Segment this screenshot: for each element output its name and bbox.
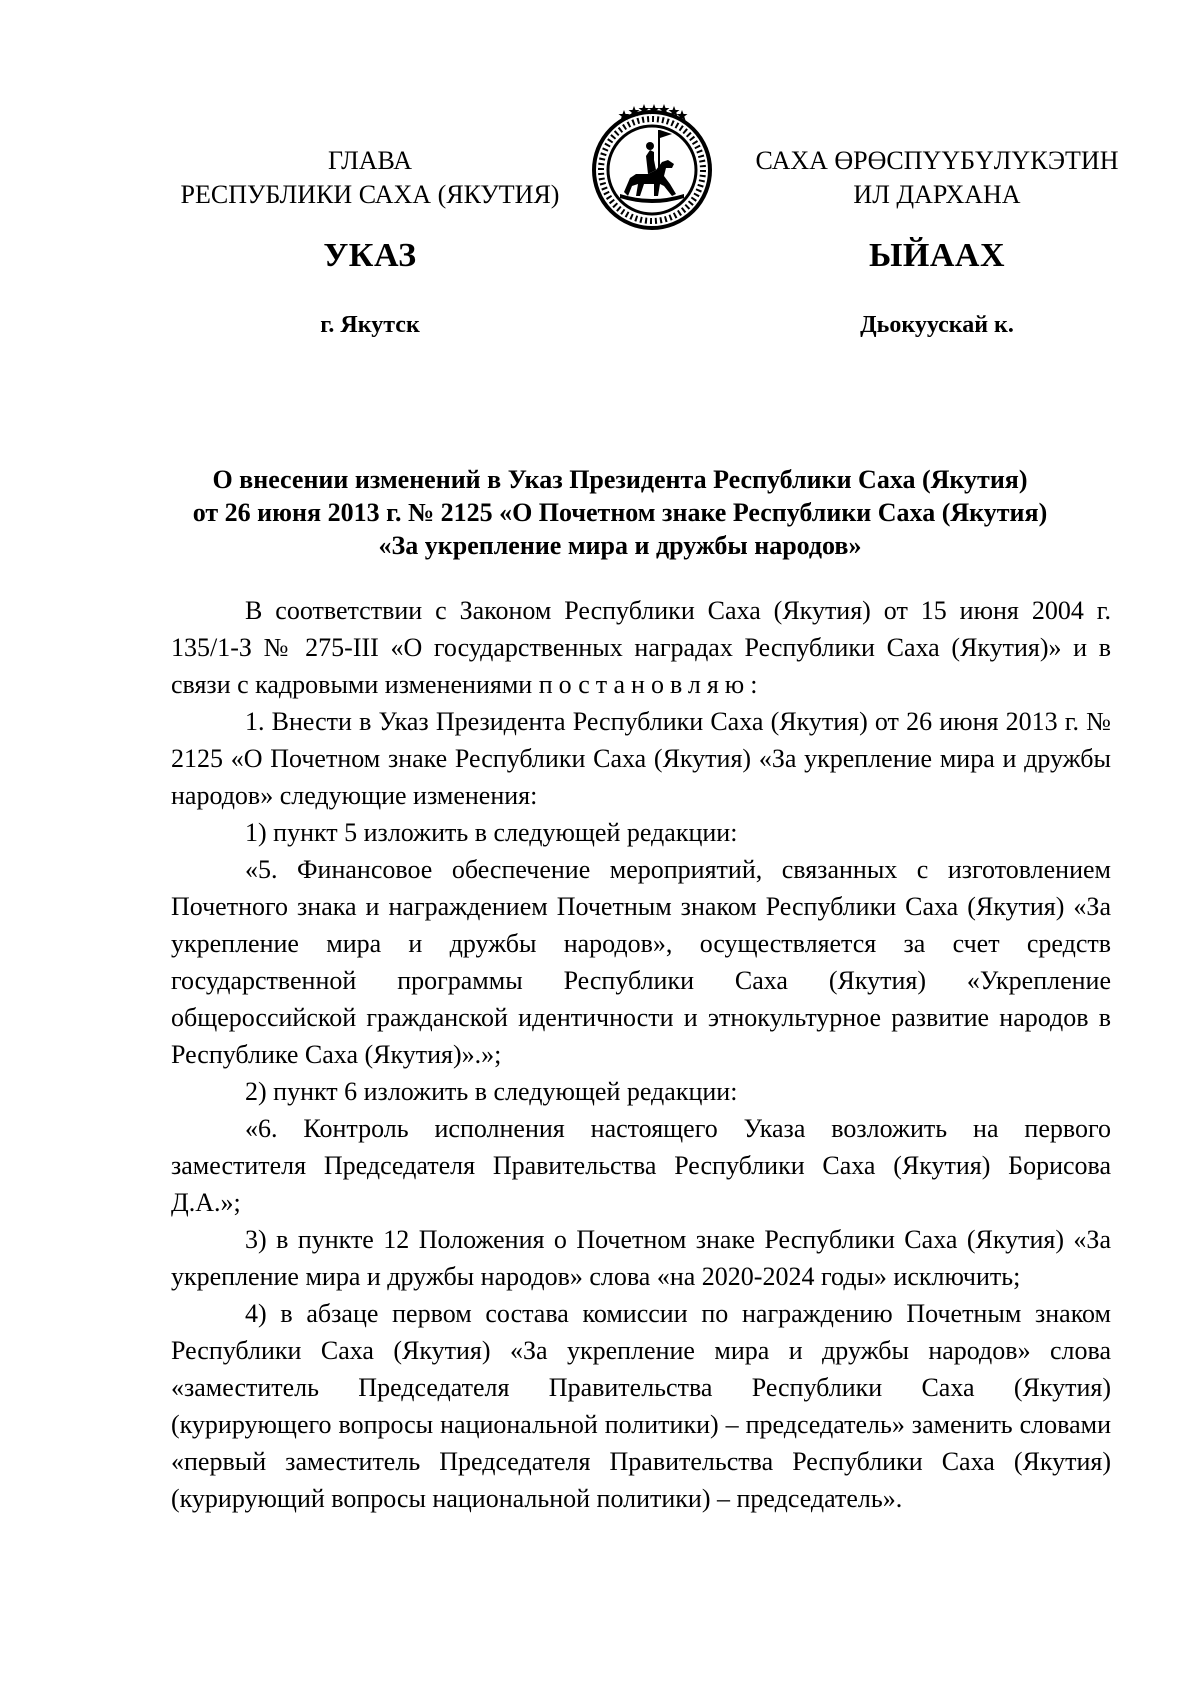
preamble-text: В соответствии с Законом Республики Саха (Якутия) от 15 июня 2004 г. 135/1-З № 275-III «О государственных наградах Республики Саха (Якутия)» и в связи с кадровыми изменениями <box>171 596 1111 699</box>
body-paragraph-subitem-2: 2) пункт 6 изложить в следующей редакции: <box>245 1077 738 1106</box>
document-title <box>150 463 1090 562</box>
issuer-russian-line2: РЕСПУБЛИКИ САХА (ЯКУТИЯ) <box>180 180 560 209</box>
issuer-russian-line1: ГЛАВА <box>328 146 412 175</box>
body-paragraph-point-5: «5. Финансовое обеспечение мероприятий, связанных с изготовлением Почетного знака и награждением Почетным знаком Республики Саха (Якутия) «За укрепление мира и дружбы народов», осуществляется за счет средств государственной программы Республики Саха (Якутия) «Укрепление общероссийской гражданской идентичности и этнокультурное развитие народов в Республике Саха (Якутия)».»; <box>171 855 1111 1069</box>
document-title-line3: «За укрепление мира и дружбы народов» <box>378 531 862 560</box>
document-title-line1: О внесении изменений в Указ Президента Республики Саха (Якутия) <box>212 465 1028 494</box>
body-paragraph-point-6: «6. Контроль исполнения настоящего Указа возложить на первого заместителя Председателя Правительства Республики Саха (Якутия) Борисова Д.А.»; <box>171 1114 1111 1217</box>
body-paragraph-subitem-3: 3) в пункте 12 Положения о Почетном знаке Республики Саха (Якутия) «За укрепление мира и дружбы народов» слова «на 2020-2024 годы» исключить; <box>171 1225 1111 1291</box>
issuer-yakut-line1: САХА ӨРӨСПҮҮБҮЛҮКЭТИН <box>755 146 1119 175</box>
body-paragraph-item-1: 1. Внести в Указ Президента Республики Саха (Якутия) от 26 июня 2013 г. № 2125 «О Почетном знаке Республики Саха (Якутия) «За укрепление мира и дружбы народов» следующие изменения: <box>171 707 1111 810</box>
document-title-line2: от 26 июня 2013 г. № 2125 «О Почетном знаке Республики Саха (Якутия) <box>192 498 1048 527</box>
issuer-russian <box>160 144 580 212</box>
body-paragraph-subitem-1: 1) пункт 5 изложить в следующей редакции: <box>245 818 738 847</box>
coat-of-arms-icon <box>590 100 714 232</box>
document-body <box>171 592 1111 1517</box>
issuer-yakut-line2: ИЛ ДАРХАНА <box>853 180 1021 209</box>
decree-label-yakut: ЫЙААХ <box>869 237 1005 274</box>
body-paragraph-preamble <box>171 592 1111 703</box>
decree-label-russian: УКАЗ <box>323 237 417 274</box>
body-paragraph-subitem-4: 4) в абзаце первом состава комиссии по награждению Почетным знаком Республики Саха (Якутия) «За укрепление мира и дружбы народов» слова «заместитель Председателя Правительства Республики Саха (Якутия) (курирующего вопросы национальной политики) – председатель» заменить словами «первый заместитель Председателя Правительства Республики Саха (Якутия) (курирующий вопросы национальной политики) – председатель». <box>171 1299 1111 1513</box>
city-russian: г. Якутск <box>320 312 420 338</box>
city-yakut: Дьокуускай к. <box>860 312 1014 338</box>
preamble-colon: : <box>750 670 758 699</box>
issuer-yakut <box>727 144 1147 212</box>
preamble-resolve-word: постановляю <box>538 670 751 699</box>
